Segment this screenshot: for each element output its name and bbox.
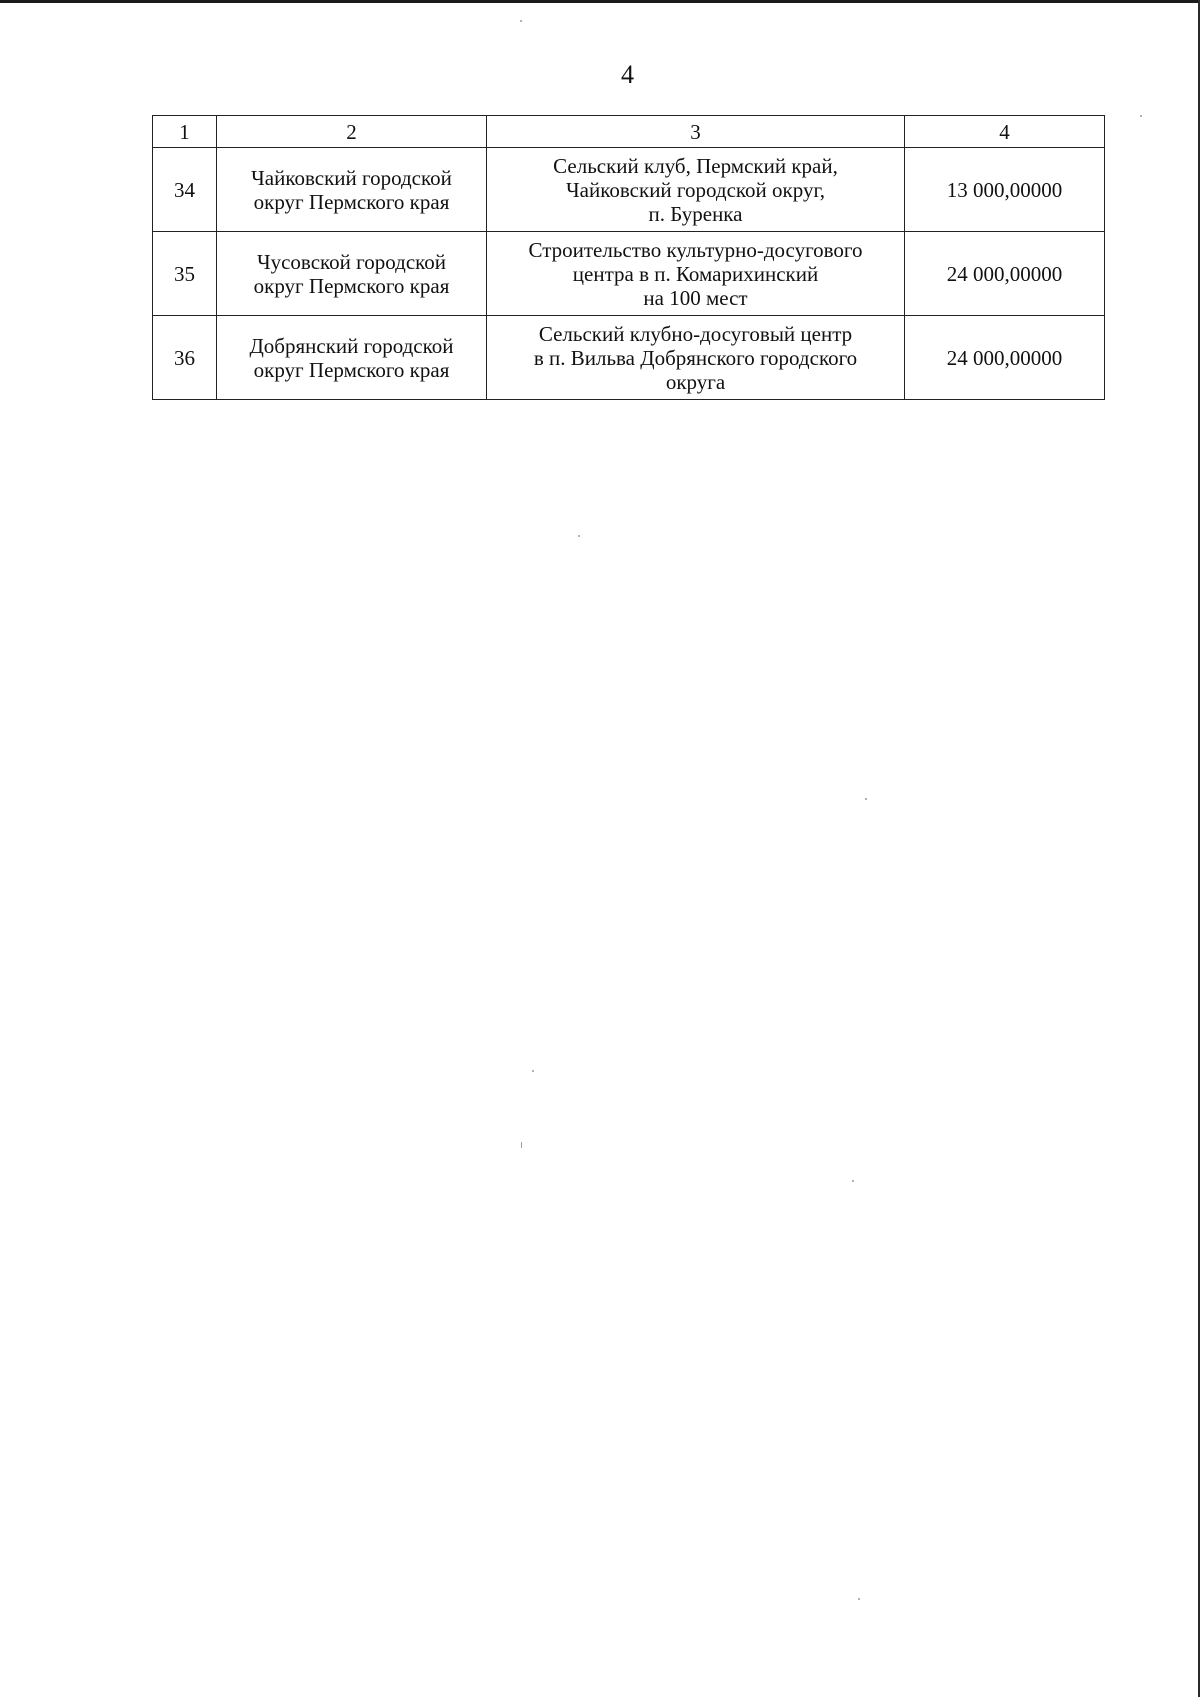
amount-cell: 24 000,00000 bbox=[905, 232, 1105, 316]
object-line: Сельский клуб, Пермский край, bbox=[553, 153, 838, 178]
scan-speck bbox=[521, 1142, 522, 1148]
district-line: округ Пермского края bbox=[253, 273, 450, 298]
object-cell bbox=[487, 148, 905, 232]
column-header: 3 bbox=[487, 116, 905, 148]
district-line: округ Пермского края bbox=[253, 189, 450, 214]
scan-speck bbox=[865, 798, 867, 800]
table-row bbox=[153, 148, 1105, 232]
district-cell bbox=[217, 232, 487, 316]
amount-cell: 13 000,00000 bbox=[905, 148, 1105, 232]
object-line: Чайковский городской округ, bbox=[566, 177, 825, 202]
district-line: Чайковский городской bbox=[251, 165, 452, 190]
scan-edge-top bbox=[0, 0, 1200, 3]
scan-speck bbox=[578, 535, 580, 537]
object-line: округа bbox=[665, 369, 726, 394]
funding-table bbox=[152, 115, 1105, 400]
district-cell bbox=[217, 148, 487, 232]
district-line: Добрянский городской bbox=[249, 333, 454, 358]
district-line: округ Пермского края bbox=[253, 357, 450, 382]
table-row bbox=[153, 316, 1105, 400]
table-header-row bbox=[153, 116, 1105, 148]
object-cell bbox=[487, 316, 905, 400]
object-cell bbox=[487, 232, 905, 316]
row-number: 34 bbox=[153, 148, 217, 232]
scan-speck bbox=[520, 20, 522, 22]
object-line: на 100 мест bbox=[643, 285, 748, 310]
object-line: п. Буренка bbox=[648, 201, 743, 226]
scan-speck bbox=[1140, 115, 1142, 117]
district-cell bbox=[217, 316, 487, 400]
object-line: Сельский клубно-досуговый центр bbox=[538, 321, 853, 346]
table-row bbox=[153, 232, 1105, 316]
row-number: 36 bbox=[153, 316, 217, 400]
column-header: 4 bbox=[905, 116, 1105, 148]
scan-speck bbox=[532, 1070, 534, 1072]
object-line: Строительство культурно-досугового bbox=[528, 237, 863, 262]
object-line: центра в п. Комарихинский bbox=[572, 261, 819, 286]
scan-speck bbox=[852, 1180, 854, 1182]
amount-cell: 24 000,00000 bbox=[905, 316, 1105, 400]
scan-speck bbox=[858, 1598, 860, 1600]
object-line: в п. Вильва Добрянского городского bbox=[533, 345, 858, 370]
column-header: 1 bbox=[153, 116, 217, 148]
district-line: Чусовской городской bbox=[256, 249, 447, 274]
column-header: 2 bbox=[217, 116, 487, 148]
row-number: 35 bbox=[153, 232, 217, 316]
page-number: 4 bbox=[621, 60, 634, 89]
